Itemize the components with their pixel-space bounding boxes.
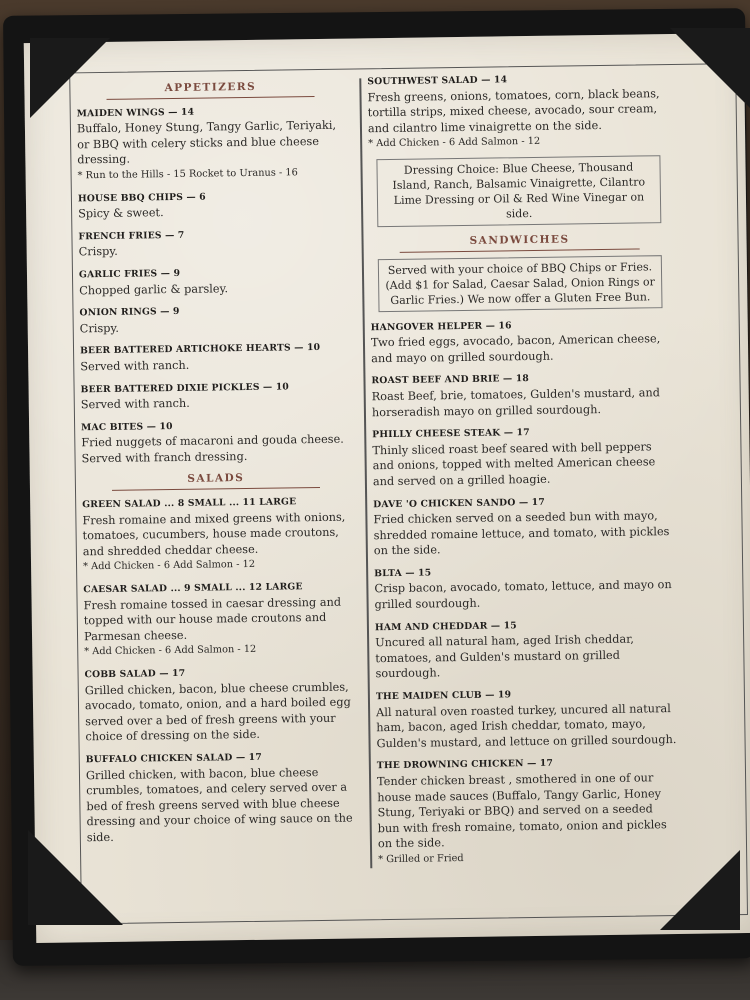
item-name: MAC BITES — 10 [81,420,173,433]
menu-item [373,493,674,560]
item-description: Chopped garlic & parsley. [79,281,229,297]
item-name: BEER BATTERED DIXIE PICKLES — 10 [80,380,290,395]
item-name: SOUTHWEST SALAD — 14 [367,74,508,88]
item-name: BLTA — 15 [374,567,432,580]
salads-title: SALADS [112,470,320,490]
item-note: * Add Chicken - 6 Add Salmon - 12 [84,644,257,658]
menu-item [82,494,351,576]
menu-item [79,264,347,299]
appetizers-title: APPETIZERS [106,79,314,99]
item-description: All natural oven roasted turkey, uncured all natural ham, bacon, aged Irish cheddar, tomato, mayo, Gulden's mustard, and lettuce on grilled sourdough. [376,701,677,751]
item-description: Spicy & sweet. [78,206,164,221]
item-note: * Add Chicken - 6 Add Salmon - 12 [82,559,256,573]
item-name: HAM AND CHEDDAR — 15 [374,619,517,633]
item-name: GARLIC FRIES — 9 [78,267,181,281]
item-description: Tender chicken breast , smothered in one of our house made sauces (Buffalo, Tangy Garlic, Honey Stung, Teriyaki or BBQ) and served on a seeded bun with fresh romaine, tomato, onion and pickles on the side. [377,771,667,851]
item-name: GREEN SALAD ... 8 SMALL ... 11 LARGE [82,496,297,511]
sandwiches-intro-box: Served with your choice of BBQ Chips or Fries. (Add $1 for Salad, Caesar Salad, Onion Rings or Garlic Fries.) We now offer a Gluten Free Bun. [378,255,663,312]
dressing-choice-box: Dressing Choice: Blue Cheese, Thousand Island, Ranch, Balsamic Vinaigrette, Cilantro Lime Dressing or Oil & Red Wine Vinegar on side. [376,155,661,227]
menu-item [80,378,348,413]
item-name: FRENCH FRIES — 7 [78,229,185,243]
menu-item [78,225,346,260]
item-description: Two fried eggs, avocado, bacon, American cheese, and mayo on grilled sourdough. [370,332,661,365]
item-note: * Add Chicken - 6 Add Salmon - 12 [368,136,541,150]
item-description: Crispy. [79,321,120,336]
item-name: THE MAIDEN CLUB — 19 [375,689,512,703]
right-column [367,70,678,875]
menu-item [81,416,350,467]
item-description: Crisp bacon, avocado, tomato, lettuce, and mayo on grilled sourdough. [374,578,672,612]
menu-item [376,685,677,752]
item-name: BEER BATTERED ARTICHOKE HEARTS — 10 [79,342,321,357]
item-name: ONION RINGS — 9 [79,306,180,319]
appetizers-list [77,102,350,467]
left-column [76,77,355,853]
menu-item [80,340,348,375]
menu-item [84,664,353,746]
menu-item [83,579,352,661]
item-description: Crispy. [78,245,118,259]
menu-item [371,369,672,420]
item-description: Served with ranch. [80,358,190,374]
item-name: ROAST BEEF AND BRIE — 18 [371,373,530,387]
item-name: CAESAR SALAD ... 9 SMALL ... 12 LARGE [83,581,303,596]
item-description: Fresh greens, onions, tomatoes, corn, black beans, tortilla strips, mixed cheese, avocado, sour cream, and cilantro lime vinaigrette on the side. [367,86,660,136]
item-description: Thinly sliced roast beef seared with bell peppers and onions, topped with melted American cheese and served on a grilled hoagie. [372,440,656,489]
item-description: Buffalo, Honey Stung, Tangy Garlic, Teriyaki, or BBQ with celery sticks and blue cheese dressing. [76,118,337,167]
sandwiches-list [371,316,679,868]
menu-item [77,102,346,184]
menu-item [375,616,676,683]
menu-page [24,33,750,943]
menu-item-southwest-salad [367,70,668,152]
menu-item [86,749,355,846]
item-description: Grilled chicken, with bacon, blue cheese crumbles, tomatoes, and celery served over a bed of fresh greens served with blue cheese dressing and your choice of wing sauce on the side. [85,765,353,845]
item-description: Roast Beef, brie, tomatoes, Gulden's mustard, and horseradish mayo on grilled sourdough. [371,386,661,419]
item-name: MAIDEN WINGS — 14 [76,106,195,119]
item-name: HOUSE BBQ CHIPS — 6 [77,191,206,204]
item-name: THE DROWNING CHICKEN — 17 [376,758,554,772]
item-note: * Run to the Hills - 15 Rocket to Uranus - 16 [77,167,298,182]
item-description: Grilled chicken, bacon, blue cheese crumbles, avocado, tomato, onion, and a hard boiled egg served over a bed of fresh greens with your choice of dressing on the side. [84,680,351,744]
salads-list [82,494,355,846]
menu-item [79,302,347,337]
sandwiches-title: SANDWICHES [399,231,639,252]
item-description: Fried chicken served on a seeded bun with mayo, shredded romaine lettuce, and tomato, with pickles on the side. [373,509,670,558]
item-name: DAVE 'O CHICKEN SANDO — 17 [373,496,545,510]
menu-item [371,316,672,367]
item-description: Uncured all natural ham, aged Irish cheddar, tomatoes, and Gulden's mustard on grilled sourdough. [375,632,635,681]
item-note: * Grilled or Fried [378,852,464,866]
menu-item [374,562,675,613]
item-name: BUFFALO CHICKEN SALAD — 17 [85,751,262,766]
menu-item [78,187,346,222]
item-name: COBB SALAD — 17 [84,667,186,681]
item-name: HANGOVER HELPER — 16 [370,319,512,333]
menu-item [372,423,673,490]
item-description: Fresh romaine tossed in caesar dressing and topped with our house made croutons and Parmesan cheese. [83,595,342,644]
item-description: Fresh romaine and mixed greens with onions, tomatoes, cucumbers, house made croutons, and shredded cheddar cheese. [82,510,346,559]
item-description: Served with ranch. [80,396,190,412]
item-description: Fried nuggets of macaroni and gouda cheese. Served with franch dressing. [81,432,344,466]
item-name: PHILLY CHEESE STEAK — 17 [372,427,530,441]
menu-item [377,754,678,867]
